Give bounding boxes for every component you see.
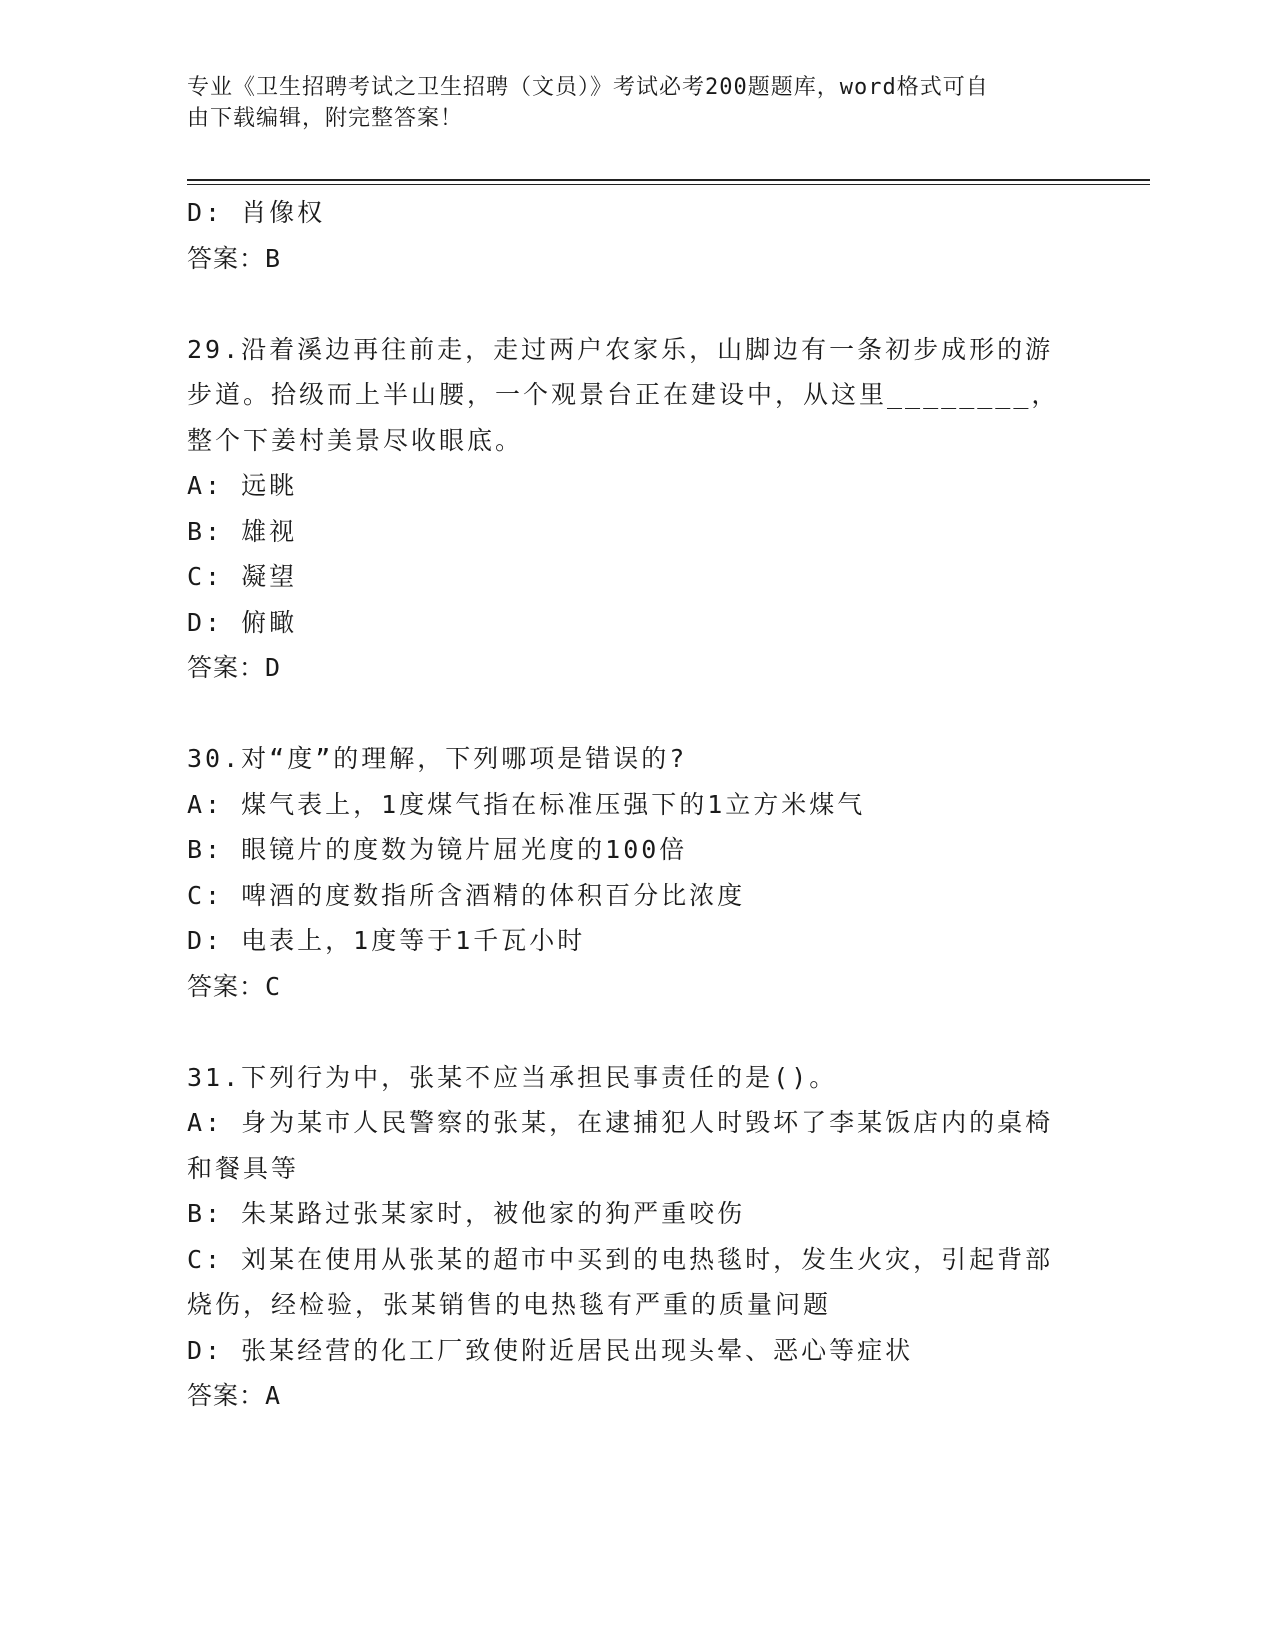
q31-option-d: D: 张某经营的化工厂致使附近居民出现头晕、恶心等症状 <box>187 1335 914 1365</box>
header-line-1: 专业《卫生招聘考试之卫生招聘（文员）》考试必考200题题库，word格式可自 <box>187 75 989 100</box>
question-29 <box>187 327 1087 691</box>
q31-option-a-line-1: A: 身为某市人民警察的张某，在逮捕犯人时毁坏了李某饭店内的桌椅 <box>187 1108 1054 1137</box>
q29-option-c: C: 凝望 <box>187 562 298 591</box>
q29-option-d: D: 俯瞰 <box>187 607 298 637</box>
q29-answer: 答案：D <box>187 653 282 682</box>
question-30 <box>187 736 1087 1009</box>
q30-stem: 30.对“度”的理解，下列哪项是错误的? <box>187 744 688 773</box>
prev-option-d: D: 肖像权 <box>187 198 326 227</box>
spacer <box>187 691 1087 737</box>
spacer <box>187 1009 1087 1055</box>
q29-stem-line-1: 29.沿着溪边再往前走，走过两户农家乐，山脚边有一条初步成形的游 <box>187 334 1054 364</box>
q30-answer: 答案：C <box>187 971 282 1001</box>
q31-option-b: B: 朱某路过张某家时，被他家的狗严重咬伤 <box>187 1199 746 1228</box>
q29-option-a: A: 远眺 <box>187 471 298 500</box>
q29-option-b: B: 雄视 <box>187 516 298 546</box>
q30-option-d: D: 电表上，1度等于1千瓦小时 <box>187 926 586 955</box>
q31-option-a-line-2: 和餐具等 <box>187 1153 300 1183</box>
q29-stem-line-3: 整个下姜村美景尽收眼底。 <box>187 425 524 455</box>
q31-option-c-line-1: C: 刘某在使用从张某的超市中买到的电热毯时，发生火灾，引起背部 <box>187 1244 1054 1274</box>
q31-stem: 31.下列行为中，张某不应当承担民事责任的是()。 <box>187 1062 838 1092</box>
document-header <box>187 72 1067 134</box>
header-rule-thin <box>187 184 1150 185</box>
q31-answer: 答案：A <box>187 1381 282 1410</box>
question-31 <box>187 1055 1087 1419</box>
header-line-2: 由下载编辑，附完整答案！ <box>187 106 464 131</box>
q30-option-b: B: 眼镜片的度数为镜片屈光度的100倍 <box>187 835 688 864</box>
q29-stem-line-2: 步道。拾级而上半山腰，一个观景台正在建设中，从这里________， <box>187 380 1060 409</box>
q31-option-c-line-2: 烧伤，经检验，张某销售的电热毯有严重的质量问题 <box>187 1290 832 1319</box>
prev-answer: 答案：B <box>187 243 282 273</box>
q30-option-c: C: 啤酒的度数指所含酒精的体积百分比浓度 <box>187 880 746 910</box>
header-rule-thick <box>187 179 1150 181</box>
q30-option-a: A: 煤气表上，1度煤气指在标准压强下的1立方米煤气 <box>187 789 866 819</box>
question-content <box>187 190 1087 1419</box>
spacer <box>187 281 1087 327</box>
